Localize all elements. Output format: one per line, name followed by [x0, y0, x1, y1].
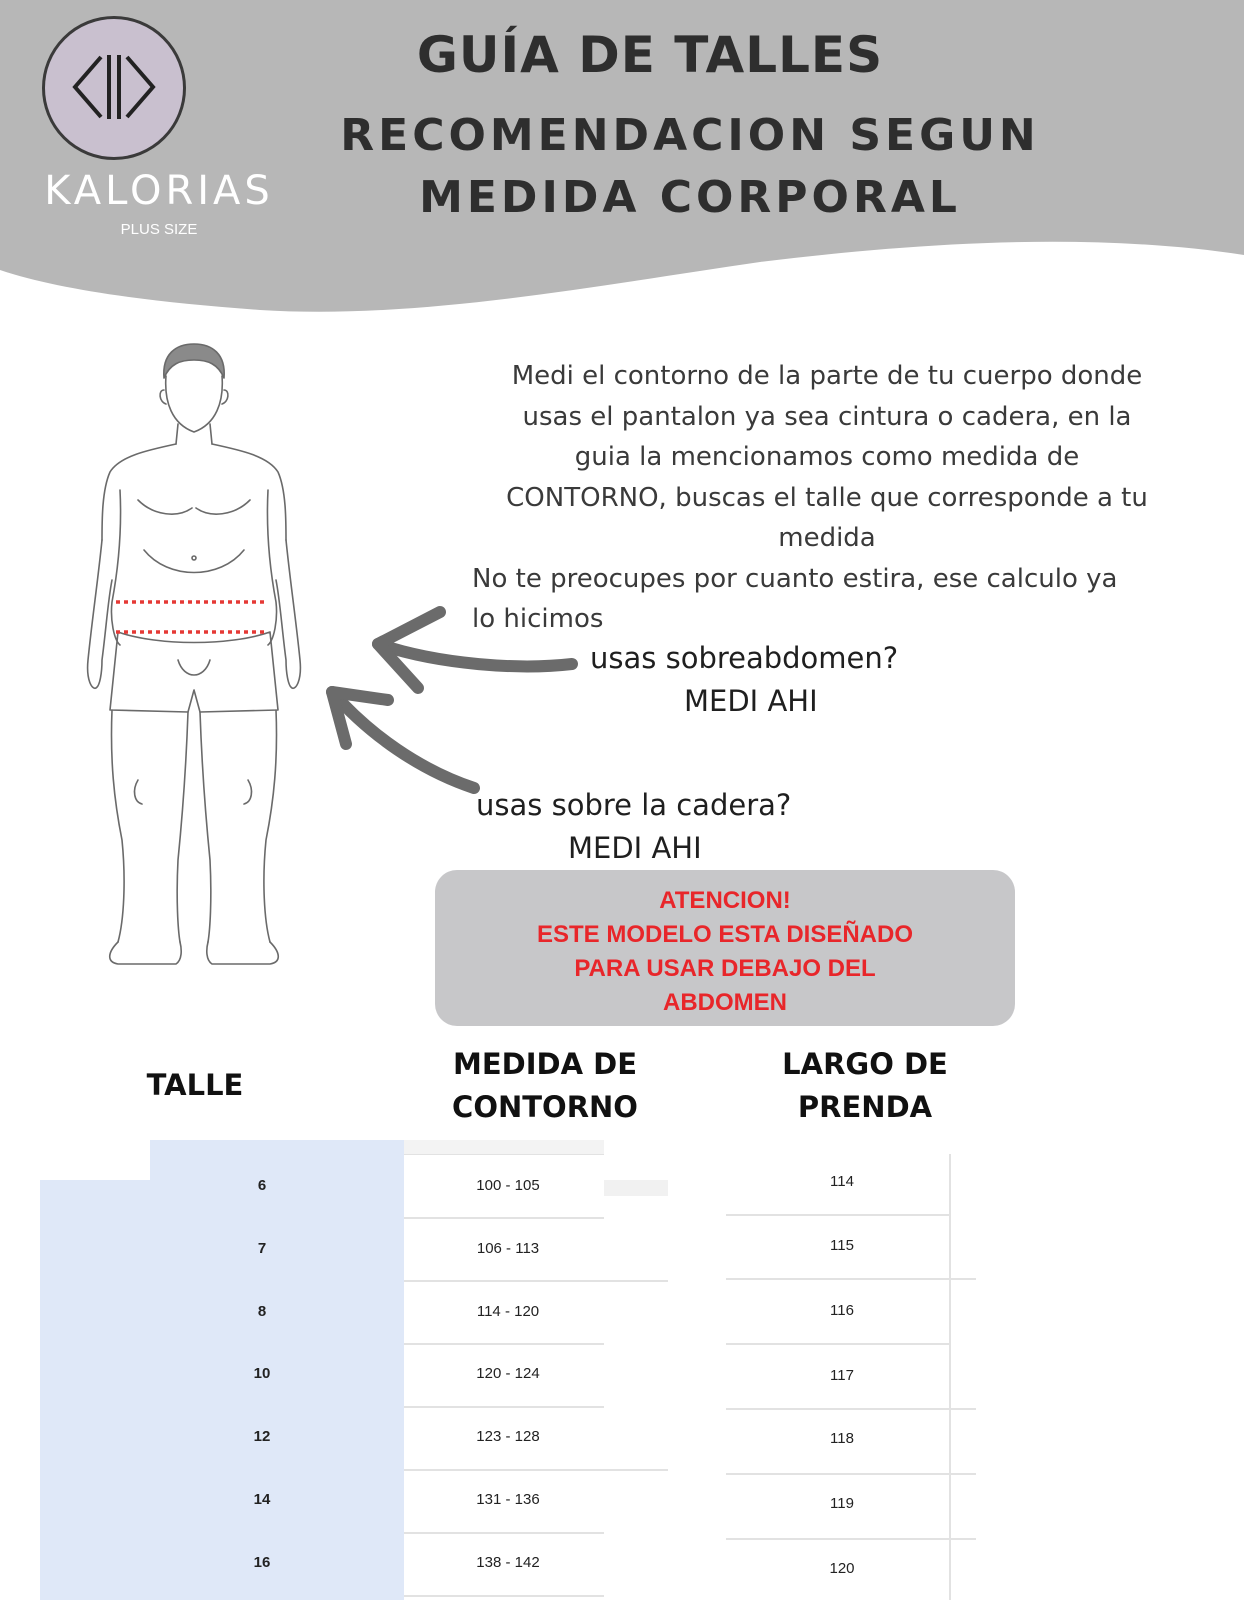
cell-largo: 118 — [830, 1430, 854, 1447]
cell-medida: 120 - 124 — [476, 1365, 540, 1382]
column-header-talle: TALLE — [146, 1068, 244, 1102]
callout-answer-abdomen: MEDI AHI — [684, 684, 818, 718]
cell-medida: 123 - 128 — [476, 1428, 540, 1445]
column-header-largo-line-2: PRENDA — [797, 1090, 933, 1124]
instructions-line-3: guia la mencionamos como medida de — [574, 442, 1080, 472]
cell-medida: 106 - 113 — [476, 1240, 540, 1257]
instructions-line-1: Medi el contorno de la parte de tu cuerpo donde — [511, 361, 1143, 391]
cell-largo: 119 — [830, 1495, 854, 1512]
cell-largo: 116 — [830, 1302, 854, 1319]
warning-line-4: ABDOMEN — [663, 989, 787, 1016]
warning-line-3: PARA USAR DEBAJO DEL — [574, 955, 876, 982]
column-header-medida-line-2: CONTORNO — [452, 1090, 638, 1124]
cell-largo: 120 — [829, 1560, 855, 1577]
cell-talle: 10 — [253, 1365, 271, 1382]
cell-largo: 115 — [830, 1237, 854, 1254]
instructions-line-2: usas el pantalon ya sea cintura o cadera, en la — [522, 401, 1132, 432]
cell-medida: 100 - 105 — [476, 1177, 540, 1194]
cell-talle: 6 — [257, 1177, 267, 1194]
page-title: GUÍA DE TALLES — [416, 26, 884, 84]
callout-question-hip: usas sobre la cadera? — [476, 788, 792, 822]
subtitle-line-2: MEDIDA CORPORAL — [419, 172, 961, 223]
instructions-line-7: lo hicimos — [472, 604, 604, 634]
column-header-medida-line-1: MEDIDA DE — [452, 1047, 638, 1081]
warning-line-2: ESTE MODELO ESTA DISEÑADO — [536, 921, 914, 948]
column-header-largo-line-1: LARGO DE — [782, 1047, 948, 1081]
callout-answer-hip: MEDI AHI — [568, 831, 702, 865]
cell-talle: 8 — [257, 1303, 267, 1320]
instructions-line-4: CONTORNO, buscas el talle que corresponde a tu — [506, 482, 1148, 513]
cell-talle: 7 — [257, 1240, 267, 1257]
logo-brand-text: KALORIAS — [44, 168, 274, 214]
cell-talle: 12 — [253, 1428, 271, 1445]
cell-largo: 117 — [830, 1367, 854, 1384]
callout-question-abdomen: usas sobreabdomen? — [590, 641, 899, 675]
cell-talle: 16 — [253, 1554, 271, 1571]
cell-talle: 14 — [253, 1491, 271, 1508]
warning-line-1: ATENCION! — [659, 887, 791, 914]
cell-largo: 114 — [830, 1173, 854, 1190]
instructions-line-6: No te preocupes por cuanto estira, ese calculo ya — [472, 563, 1118, 594]
cell-medida: 138 - 142 — [476, 1554, 540, 1571]
cell-medida: 131 - 136 — [476, 1491, 540, 1508]
subtitle-line-1: RECOMENDACION SEGUN — [340, 110, 1040, 161]
instructions-line-5: medida — [778, 523, 876, 553]
cell-medida: 114 - 120 — [476, 1303, 540, 1320]
logo-brand-subtext: PLUS SIZE — [120, 221, 198, 238]
